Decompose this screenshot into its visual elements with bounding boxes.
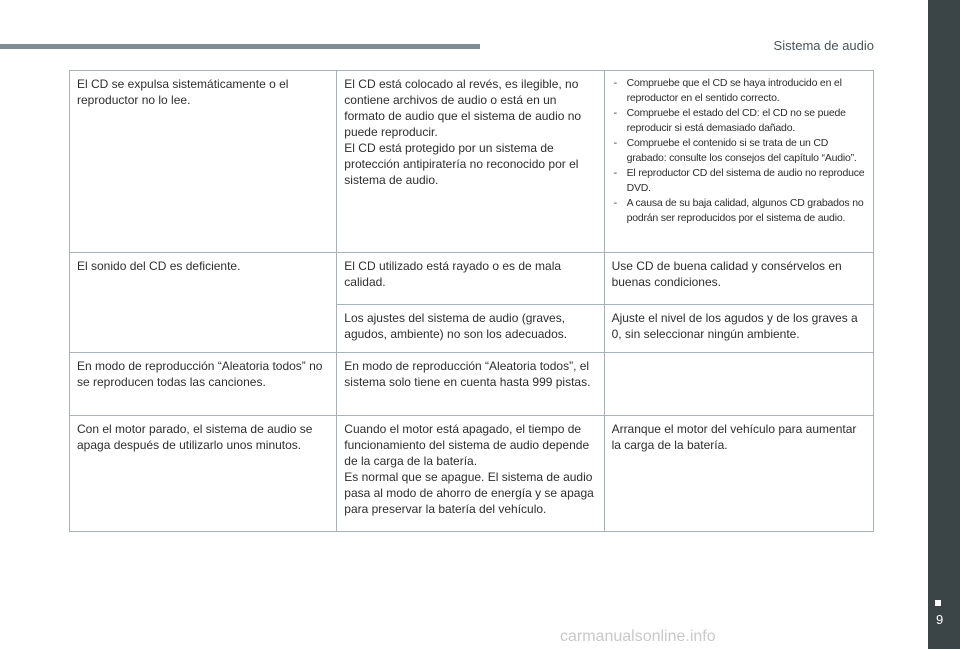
header-rule [0,44,480,49]
page-sidebar [928,0,960,649]
solution-cell: Use CD de buena calidad y consérvelos en buenas condiciones. [604,253,873,305]
cause-text: El CD está colocado al revés, es ilegible, no contiene archivos de audio o está en un formato de audio que el sistema de audio no puede reproducir. El CD está protegido por un sistema de protección antipiratería no reconocido por el sistema de audio. [344,77,582,187]
section-title: Sistema de audio [773,38,874,53]
cause-text: Cuando el motor está apagado, el tiempo de funcionamiento del sistema de audio depende de la carga de la batería. Es normal que se apague. El sistema de audio pasa al modo de ahorro de energía y se apaga para preservar la batería del vehículo. [344,422,594,516]
page-number: 9 [936,612,944,627]
list-item: - Compruebe que el CD se haya introducido en el reproductor en el sentido correcto. [612,76,866,106]
cause-cell: En modo de reproducción “Aleatoria todos”, el sistema solo tiene en cuenta hasta 999 pistas. [337,353,604,416]
list-item: - Compruebe el contenido si se trata de un CD grabado: consulte los consejos del capítulo “Audio”. [612,136,866,166]
cause-cell: El CD utilizado está rayado o es de mala calidad. [337,253,604,305]
problem-cell: En modo de reproducción “Aleatoria todos” no se reproducen todas las canciones. [70,353,337,416]
troubleshooting-table [69,70,874,532]
table-row [70,253,874,305]
list-item: - A causa de su baja calidad, algunos CD grabados no podrán ser reproducidos por el sistema de audio. [612,196,866,226]
list-item: - Compruebe el estado del CD: el CD no se puede reproducir si está demasiado dañado. [612,106,866,136]
section-marker [935,600,941,606]
solution-cell [604,71,873,253]
solution-list [612,76,866,226]
problem-cell: Con el motor parado, el sistema de audio se apaga después de utilizarlo unos minutos. [70,416,337,532]
solution-cell: Arranque el motor del vehículo para aumentar la carga de la batería. [604,416,873,532]
table-row [70,71,874,253]
cause-cell [337,416,604,532]
solution-cell: Ajuste el nivel de los agudos y de los graves a 0, sin seleccionar ningún ambiente. [604,305,873,353]
solution-cell [604,353,873,416]
list-item: - El reproductor CD del sistema de audio no reproduce DVD. [612,166,866,196]
watermark: carmanualsonline.info [560,628,716,645]
cause-cell [337,71,604,253]
table-row [70,353,874,416]
problem-cell: El sonido del CD es deficiente. [70,253,337,353]
problem-cell: El CD se expulsa sistemáticamente o el reproductor no lo lee. [70,71,337,253]
cause-cell: Los ajustes del sistema de audio (graves, agudos, ambiente) no son los adecuados. [337,305,604,353]
table-row [70,416,874,532]
